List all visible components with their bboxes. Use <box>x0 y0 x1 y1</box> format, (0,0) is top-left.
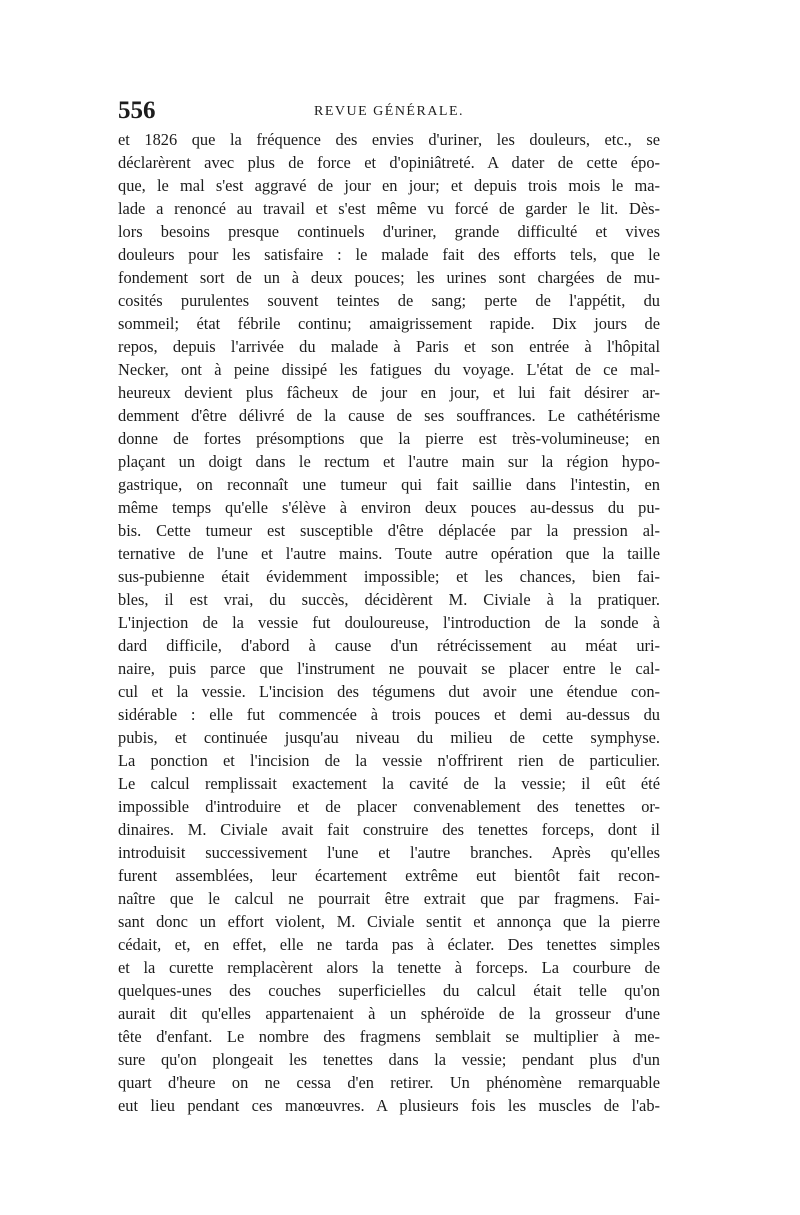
text-line: sommeil; état fébrile continu; amaigrissement rapide. Dix jours de <box>118 314 660 333</box>
text-line: sant donc un effort violent, M. Civiale sentit et annonça que la pierre <box>118 912 660 931</box>
text-line: déclarèrent avec plus de force et d'opiniâtreté. A dater de cette épo- <box>118 153 660 172</box>
text-line: cul et la vessie. L'incision des tégumens dut avoir une étendue con- <box>118 682 660 701</box>
text-line: demment d'être délivré de la cause de ses souffrances. Le cathétérisme <box>118 406 660 425</box>
text-line: cédait, et, en effet, elle ne tarda pas à éclater. Des tenettes simples <box>118 935 660 954</box>
text-line: dinaires. M. Civiale avait fait construire des tenettes forceps, dont il <box>118 820 660 839</box>
text-line: eut lieu pendant ces manœuvres. A plusieurs fois les muscles de l'ab- <box>118 1096 660 1115</box>
text-line: quart d'heure on ne cessa d'en retirer. Un phénomène remarquable <box>118 1073 660 1092</box>
text-line: sus-pubienne était évidemment impossible; et les chances, bien fai- <box>118 567 660 586</box>
text-line: plaçant un doigt dans le rectum et l'autre main sur la région hypo- <box>118 452 660 471</box>
text-line: gastrique, on reconnaît une tumeur qui fait saillie dans l'intestin, en <box>118 475 660 494</box>
text-line: naire, puis parce que l'instrument ne pouvait se placer entre le cal- <box>118 659 660 678</box>
text-line: impossible d'introduire et de placer convenablement des tenettes or- <box>118 797 660 816</box>
page-header <box>118 96 660 126</box>
text-line: bis. Cette tumeur est susceptible d'être déplacée par la pression al- <box>118 521 660 540</box>
text-line: furent assemblées, leur écartement extrême eut bientôt fait recon- <box>118 866 660 885</box>
text-line: Necker, ont à peine dissipé les fatigues du voyage. L'état de ce mal- <box>118 360 660 379</box>
text-line: aurait dit qu'elles appartenaient à un sphéroïde de la grosseur d'une <box>118 1004 660 1023</box>
text-line: pubis, et continuée jusqu'au niveau du milieu de cette symphyse. <box>118 728 660 747</box>
text-line: lors besoins presque continuels d'uriner, grande difficulté et vives <box>118 222 660 241</box>
text-line: naître que le calcul ne pourrait être extrait que par fragmens. Fai- <box>118 889 660 908</box>
text-line: même temps qu'elle s'élève à environ deux pouces au-dessus du pu- <box>118 498 660 517</box>
text-line: tête d'enfant. Le nombre des fragmens semblait se multiplier à me- <box>118 1027 660 1046</box>
text-line: que, le mal s'est aggravé de jour en jour; et depuis trois mois le ma- <box>118 176 660 195</box>
text-line: dard difficile, d'abord à cause d'un rétrécissement au méat uri- <box>118 636 660 655</box>
text-line: introduisit successivement l'une et l'autre branches. Après qu'elles <box>118 843 660 862</box>
text-line: sure qu'on plongeait les tenettes dans la vessie; pendant plus d'un <box>118 1050 660 1069</box>
text-line: cosités purulentes souvent teintes de sang; perte de l'appétit, du <box>118 291 660 310</box>
text-line: La ponction et l'incision de la vessie n'offrirent rien de particulier. <box>118 751 660 770</box>
text-line: repos, depuis l'arrivée du malade à Paris et son entrée à l'hôpital <box>118 337 660 356</box>
running-head: REVUE GÉNÉRALE. <box>314 104 465 119</box>
text-line: et 1826 que la fréquence des envies d'uriner, les douleurs, etc., se <box>118 130 660 149</box>
text-line: heureux devient plus fâcheux de jour en jour, et lui fait désirer ar- <box>118 383 660 402</box>
text-line: ternative de l'une et l'autre mains. Toute autre opération que la taille <box>118 544 660 563</box>
body-text <box>118 128 660 1117</box>
text-line: Le calcul remplissait exactement la cavité de la vessie; il eût été <box>118 774 660 793</box>
text-line: sidérable : elle fut commencée à trois pouces et demi au-dessus du <box>118 705 660 724</box>
page-number: 556 <box>118 97 156 124</box>
text-line: fondement sort de un à deux pouces; les urines sont chargées de mu- <box>118 268 660 287</box>
text-line: quelques-unes des couches superficielles du calcul était telle qu'on <box>118 981 660 1000</box>
text-line: donne de fortes présomptions que la pierre est très-volumineuse; en <box>118 429 660 448</box>
text-line: douleurs pour les satisfaire : le malade fait des efforts tels, que le <box>118 245 660 264</box>
text-line: lade a renoncé au travail et s'est même vu forcé de garder le lit. Dès- <box>118 199 660 218</box>
text-line: L'injection de la vessie fut douloureuse, l'introduction de la sonde à <box>118 613 660 632</box>
text-line: bles, il est vrai, du succès, décidèrent M. Civiale à la pratiquer. <box>118 590 660 609</box>
text-line: et la curette remplacèrent alors la tenette à forceps. La courbure de <box>118 958 660 977</box>
